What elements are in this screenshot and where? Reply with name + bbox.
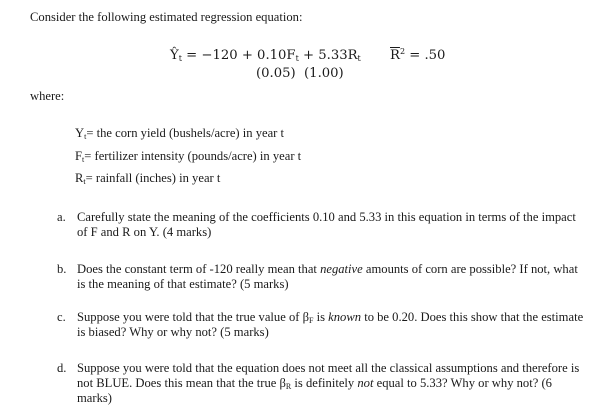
rbar-symbol: $\overline{R}$ [390, 48, 400, 63]
question-a-text: Carefully state the meaning of the coefficients 0.10 and 5.33 in this equation in terms of the impact of F and R on Y. (4 marks) [77, 210, 576, 239]
standard-errors: (0.05) (1.00) [256, 66, 344, 81]
rbar-superscript: 2 [399, 47, 406, 56]
rbar-value: = .50 [409, 48, 446, 63]
f-subscript: t [295, 54, 299, 63]
question-d-text: Suppose you were told that the equation does not meet all the classical assumptions and therefore is not BLUE. Does this mean that the true $\beta_R$ is definitely not equal to 5.33? Why or why not? (6 marks) [77, 361, 580, 405]
equals-sign: = [186, 48, 198, 63]
regression-equation [170, 48, 361, 63]
variable-definition-y: $Y_t=$ the corn yield (bushels/acre) in year t [75, 126, 285, 141]
question-b-text: Does the constant term of -120 really mean that negative amounts of corn are possible? If not, what is the meaning of that estimate? (5 marks) [77, 262, 578, 291]
equation-terms: −120 + 0.10F [201, 48, 296, 63]
question-c-text: Suppose you were told that the true value of $\beta_F$ is known to be 0.20. Does this show that the estimate is biased? Why or why not? (5 marks) [77, 310, 584, 339]
intro-text: Consider the following estimated regression equation: [30, 10, 303, 24]
variable-definition-f: $F_t=$ fertilizer intensity (pounds/acre) in year t [75, 149, 302, 164]
question-b-letter: b. [57, 262, 67, 276]
equation-r-term: + 5.33R [298, 48, 358, 63]
variable-definition-r: $R_t=$ rainfall (inches) in year t [75, 171, 221, 186]
question-c-letter: c. [57, 310, 66, 324]
question-a-letter: a. [57, 210, 66, 224]
question-d-letter: d. [57, 361, 67, 375]
yhat-subscript: t [178, 54, 182, 63]
r-subscript: t [357, 54, 361, 63]
r-bar-squared [390, 48, 445, 63]
where-label: where: [30, 89, 65, 103]
yhat-symbol: Ŷ [170, 48, 179, 63]
